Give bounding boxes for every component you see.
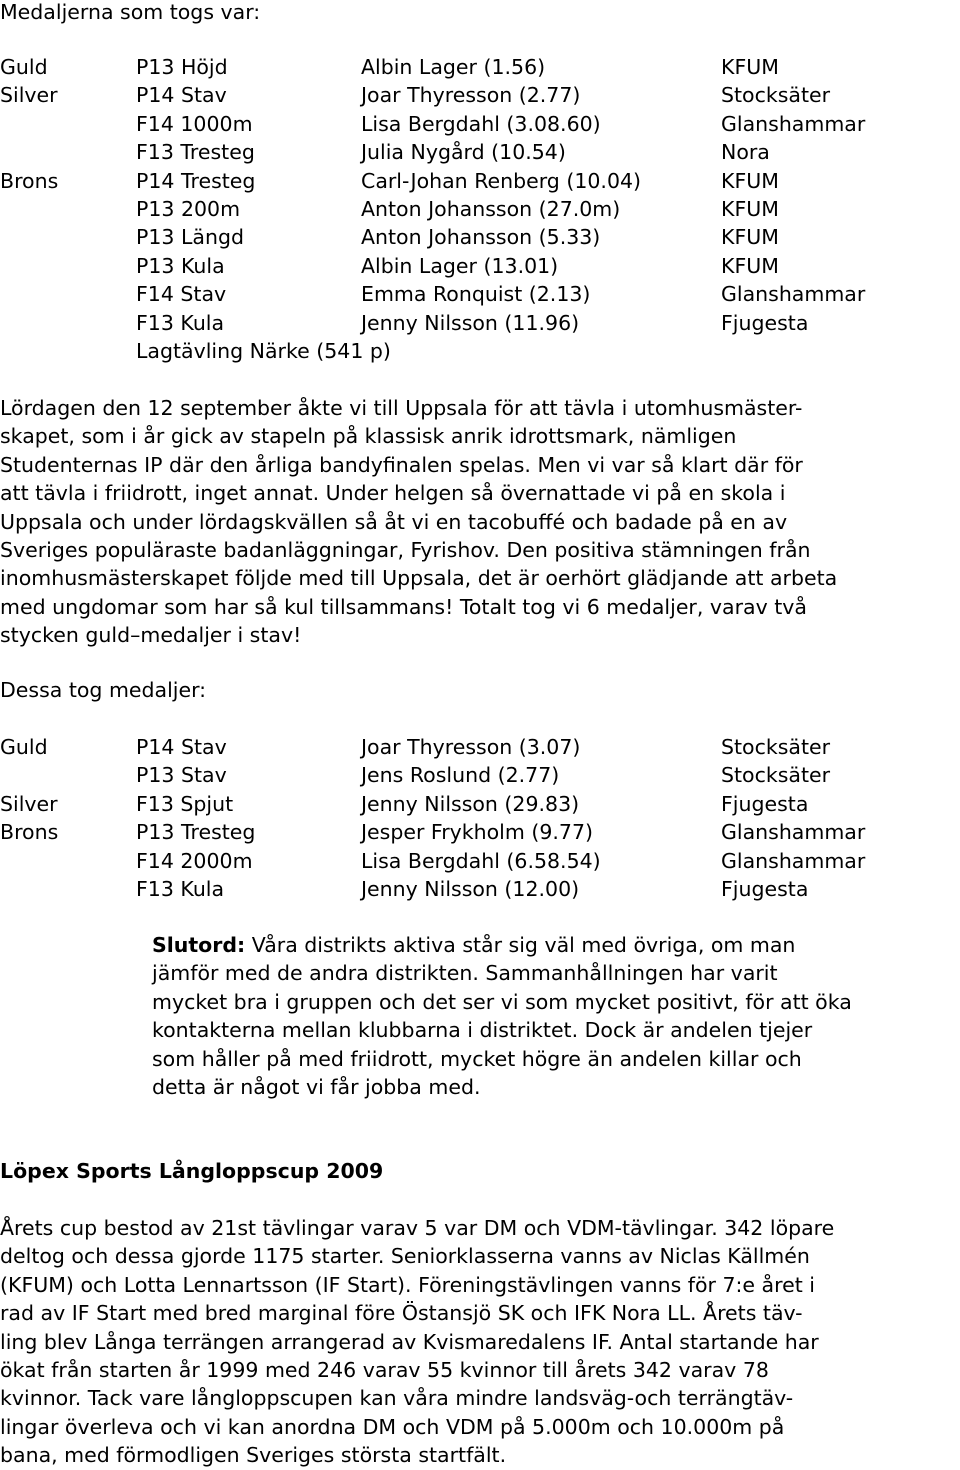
paragraph-line: ling blev Långa terrängen arrangerad av Kvismaredalens IF. Antal startande har bbox=[0, 1329, 819, 1354]
medal-row bbox=[0, 81, 960, 109]
cell-medal: Guld bbox=[0, 735, 48, 759]
cell-club: Nora bbox=[721, 140, 770, 165]
cell-club: KFUM bbox=[721, 55, 779, 79]
cell-event: F13 Spjut bbox=[136, 791, 234, 816]
medal-row bbox=[0, 280, 960, 308]
cell-medal bbox=[0, 138, 136, 166]
cell-athlete: Julia Nygård (10.54) bbox=[361, 140, 566, 165]
cell-athlete: Jenny Nilsson (12.00) bbox=[361, 877, 580, 902]
cell-athlete: Emma Ronquist (2.13) bbox=[361, 282, 591, 307]
cell-club: Fjugesta bbox=[721, 791, 809, 816]
cell-club: Stocksäter bbox=[721, 83, 831, 108]
cell-medal: Guld bbox=[0, 55, 48, 79]
cell-club: Glanshammar bbox=[721, 848, 866, 873]
paragraph-line: Uppsala och under lördagskvällen så åt vi en tacobuffé och badade på en av bbox=[0, 509, 788, 534]
cell-club: Stocksäter bbox=[721, 763, 831, 788]
medals-heading-2: Dessa tog medaljer: bbox=[0, 678, 207, 702]
paragraph-line: kvinnor. Tack vare långloppscupen kan våra mindre landsväg-och terrängtäv- bbox=[0, 1386, 794, 1411]
closing-line: kontakterna mellan klubbarna i distriktet. Dock är andelen tjejer bbox=[152, 1018, 813, 1043]
medal-row bbox=[0, 195, 960, 223]
cell-event: P14 Stav bbox=[136, 83, 227, 108]
cell-athlete: Jens Roslund (2.77) bbox=[361, 763, 560, 788]
closing-line: mycket bra i gruppen och det ser vi som mycket positivt, för att öka bbox=[152, 989, 852, 1014]
paragraph-cup bbox=[0, 1214, 960, 1470]
cell-athlete: Joar Thyresson (2.77) bbox=[361, 83, 581, 108]
paragraph-line: ökat från starten år 1999 med 246 varav 55 kvinnor till årets 342 varav 78 bbox=[0, 1357, 769, 1382]
closing-line: detta är något vi får jobba med. bbox=[152, 1074, 481, 1099]
cell-event: P13 Längd bbox=[136, 225, 244, 250]
cell-event: F13 Kula bbox=[136, 877, 225, 902]
paragraph-line: inomhusmästerskapet följde med till Uppsala, det är oerhört glädjande att arbeta bbox=[0, 566, 838, 591]
cell-medal: Brons bbox=[0, 168, 59, 193]
cell-club: Fjugesta bbox=[721, 877, 809, 902]
cell-medal bbox=[0, 875, 136, 903]
cell-event: F13 Kula bbox=[136, 310, 225, 335]
cell-club: KFUM bbox=[721, 197, 779, 222]
medals-heading: Medaljerna som togs var: bbox=[0, 0, 261, 24]
cell-event: P13 Höjd bbox=[136, 55, 228, 79]
cell-medal bbox=[0, 280, 136, 308]
medal-row bbox=[0, 790, 960, 818]
cell-medal: Brons bbox=[0, 820, 59, 845]
medal-row bbox=[0, 733, 960, 761]
cell-event: P13 Tresteg bbox=[136, 820, 256, 845]
cell-athlete: Lisa Bergdahl (3.08.60) bbox=[361, 111, 601, 136]
cell-event: F14 2000m bbox=[136, 848, 253, 873]
medal-row bbox=[0, 167, 960, 195]
closing-label: Slutord: bbox=[152, 933, 246, 957]
closing-line: jämför med de andra distrikten. Sammanhållningen har varit bbox=[152, 961, 778, 986]
cell-event: P13 Stav bbox=[136, 763, 227, 788]
paragraph-line: skapet, som i år gick av stapeln på klassisk anrik idrottsmark, nämligen bbox=[0, 424, 737, 449]
paragraph-uppsala bbox=[0, 394, 960, 650]
paragraph-line: Sveriges populäraste badanläggningar, Fyrishov. Den positiva stämningen från bbox=[0, 537, 811, 562]
cell-athlete: Jesper Frykholm (9.77) bbox=[361, 820, 593, 845]
paragraph-line: stycken guld–medaljer i stav! bbox=[0, 623, 302, 648]
paragraph-line: rad av IF Start med bred marginal före Östansjö SK och IFK Nora LL. Årets täv- bbox=[0, 1301, 803, 1326]
cell-athlete: Lisa Bergdahl (6.58.54) bbox=[361, 848, 601, 873]
cell-athlete: Joar Thyresson (3.07) bbox=[361, 735, 581, 759]
cell-athlete: Anton Johansson (5.33) bbox=[361, 225, 601, 250]
closing-line: som håller på med friidrott, mycket högre än andelen killar och bbox=[152, 1046, 802, 1071]
cell-club: KFUM bbox=[721, 225, 779, 250]
cell-medal bbox=[0, 110, 136, 138]
cell-club: Glanshammar bbox=[721, 282, 866, 307]
cell-medal bbox=[0, 847, 136, 875]
closing-first-line: Våra distrikts aktiva står sig väl med övriga, om man bbox=[245, 933, 796, 957]
cell-club: Fjugesta bbox=[721, 310, 809, 335]
cell-medal: Silver bbox=[0, 791, 58, 816]
cell-event: P14 Stav bbox=[136, 735, 227, 759]
medals-table-2 bbox=[0, 733, 960, 903]
medal-row bbox=[0, 875, 960, 903]
cup-heading: Löpex Sports Långloppscup 2009 bbox=[0, 1159, 384, 1183]
team-result: Lagtävling Närke (541 p) bbox=[136, 339, 391, 363]
cell-club: Glanshammar bbox=[721, 820, 866, 845]
medal-row bbox=[0, 309, 960, 337]
cell-medal bbox=[0, 761, 136, 789]
cell-club: Stocksäter bbox=[721, 735, 831, 759]
cell-event: P13 200m bbox=[136, 197, 241, 222]
medal-row bbox=[0, 252, 960, 280]
cell-medal bbox=[0, 252, 136, 280]
cell-event: P14 Tresteg bbox=[136, 168, 256, 193]
cell-event: P13 Kula bbox=[136, 253, 225, 278]
cell-medal bbox=[0, 223, 136, 251]
cell-event: F13 Tresteg bbox=[136, 140, 255, 165]
cell-athlete: Albin Lager (13.01) bbox=[361, 253, 559, 278]
medal-row bbox=[0, 761, 960, 789]
cell-athlete: Jenny Nilsson (29.83) bbox=[361, 791, 580, 816]
cell-athlete: Carl-Johan Renberg (10.04) bbox=[361, 168, 642, 193]
cell-club: KFUM bbox=[721, 253, 779, 278]
paragraph-line: med ungdomar som har så kul tillsammans! Totalt tog vi 6 medaljer, varav två bbox=[0, 594, 807, 619]
cell-club: KFUM bbox=[721, 168, 779, 193]
closing-paragraph bbox=[152, 931, 952, 1101]
cell-medal bbox=[0, 309, 136, 337]
cell-club: Glanshammar bbox=[721, 111, 866, 136]
paragraph-line: Lördagen den 12 september åkte vi till Uppsala för att tävla i utomhusmäster- bbox=[0, 396, 803, 420]
medal-row bbox=[0, 818, 960, 846]
paragraph-line: Årets cup bestod av 21st tävlingar varav 5 var DM och VDM-tävlingar. 342 löpare bbox=[0, 1216, 835, 1240]
paragraph-line: lingar överleva och vi kan anordna DM och VDM på 5.000m och 10.000m på bbox=[0, 1414, 785, 1439]
cell-event: F14 Stav bbox=[136, 282, 227, 307]
cell-athlete: Anton Johansson (27.0m) bbox=[361, 197, 621, 222]
cell-event: F14 1000m bbox=[136, 111, 253, 136]
medal-row bbox=[0, 223, 960, 251]
paragraph-line: deltog och dessa gjorde 1175 starter. Seniorklasserna vanns av Niclas Källmén bbox=[0, 1244, 810, 1269]
cell-athlete: Jenny Nilsson (11.96) bbox=[361, 310, 580, 335]
paragraph-line: Studenternas IP där den årliga bandyfinalen spelas. Men vi var så klart där för bbox=[0, 452, 803, 477]
cell-medal: Silver bbox=[0, 83, 58, 108]
paragraph-line: att tävla i friidrott, inget annat. Under helgen så övernattade vi på en skola i bbox=[0, 481, 786, 506]
medal-row bbox=[0, 138, 960, 166]
medal-row bbox=[0, 53, 960, 81]
paragraph-line: bana, med förmodligen Sveriges största startfält. bbox=[0, 1443, 507, 1468]
medals-table-1 bbox=[0, 53, 960, 337]
cell-medal bbox=[0, 195, 136, 223]
medal-row bbox=[0, 847, 960, 875]
cell-athlete: Albin Lager (1.56) bbox=[361, 55, 546, 79]
medal-row bbox=[0, 110, 960, 138]
paragraph-line: (KFUM) och Lotta Lennartsson (IF Start). Föreningstävlingen vanns för 7:e året i bbox=[0, 1272, 815, 1297]
